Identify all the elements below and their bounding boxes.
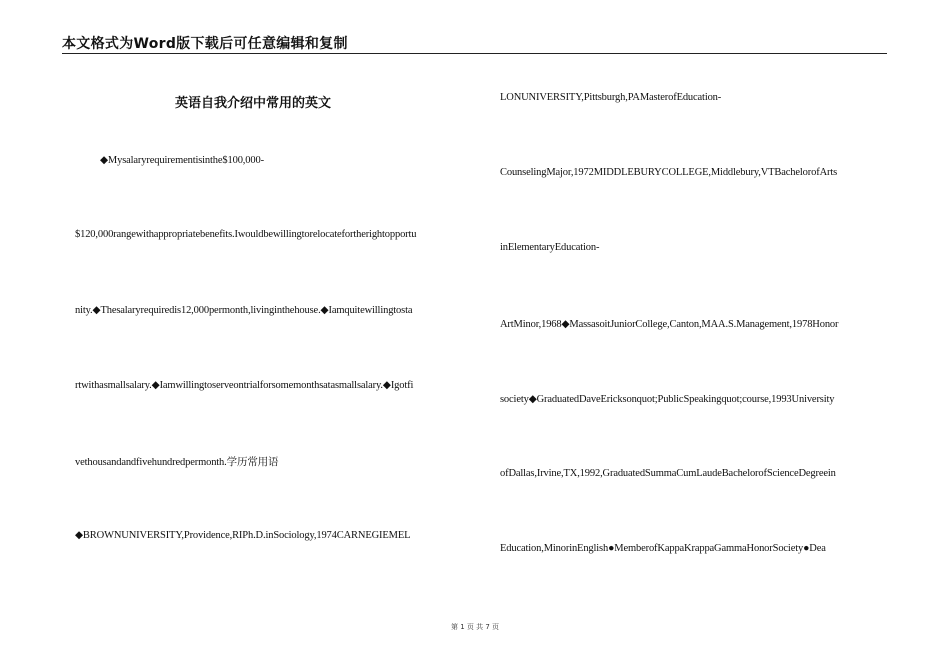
body-line-right-1: LONUNIVERSITY,Pittsburgh,PAMasterofEducation-: [500, 92, 722, 103]
body-line-left-1: ◆Mysalaryrequirementisinthe$100,000-: [100, 155, 264, 166]
body-line-left-4: rtwithasmallsalary.◆Iamwillingtoserveontrialforsomemonthsatasmallsalary.◆Igotfi: [75, 380, 414, 391]
header-title: 本文格式为Word版下载后可任意编辑和复制: [62, 36, 348, 52]
body-line-left-5: vethousandandfivehundredpermonth.学历常用语: [75, 457, 279, 468]
body-line-left-2: $120,000rangewithappropriatebenefits.Iwouldbewillingtorelocatefortherightopportu: [75, 229, 417, 240]
body-line-right-2: CounselingMajor,1972MIDDLEBURYCOLLEGE,Middlebury,VTBachelorofArts: [500, 167, 838, 178]
document-title: 英语自我介绍中常用的英文: [175, 96, 332, 111]
body-line-left-6: ◆BROWNUNIVERSITY,Providence,RIPh.D.inSociology,1974CARNEGIEMEL: [75, 530, 411, 541]
body-line-right-3: inElementaryEducation-: [500, 242, 600, 253]
body-line-right-4: ArtMinor,1968◆MassasoitJuniorCollege,Canton,MAA.S.Management,1978Honor: [500, 319, 839, 330]
page-number: 第 1 页 共 7 页: [450, 623, 500, 631]
body-line-right-6: ofDallas,Irvine,TX,1992,GraduatedSummaCumLaudeBachelorofScienceDegreein: [500, 468, 836, 479]
body-line-right-5: society◆GraduatedDaveEricksonquot;PublicSpeakingquot;course,1993University: [500, 394, 835, 405]
body-line-right-7: Education,MinorinEnglish●MemberofKappaKrappaGammaHonorSociety●Dea: [500, 543, 826, 554]
body-line-left-3: nity.◆Thesalaryrequiredis12,000permonth,livinginthehouse.◆Iamquitewillingtosta: [75, 305, 413, 316]
header-divider: [62, 53, 887, 54]
